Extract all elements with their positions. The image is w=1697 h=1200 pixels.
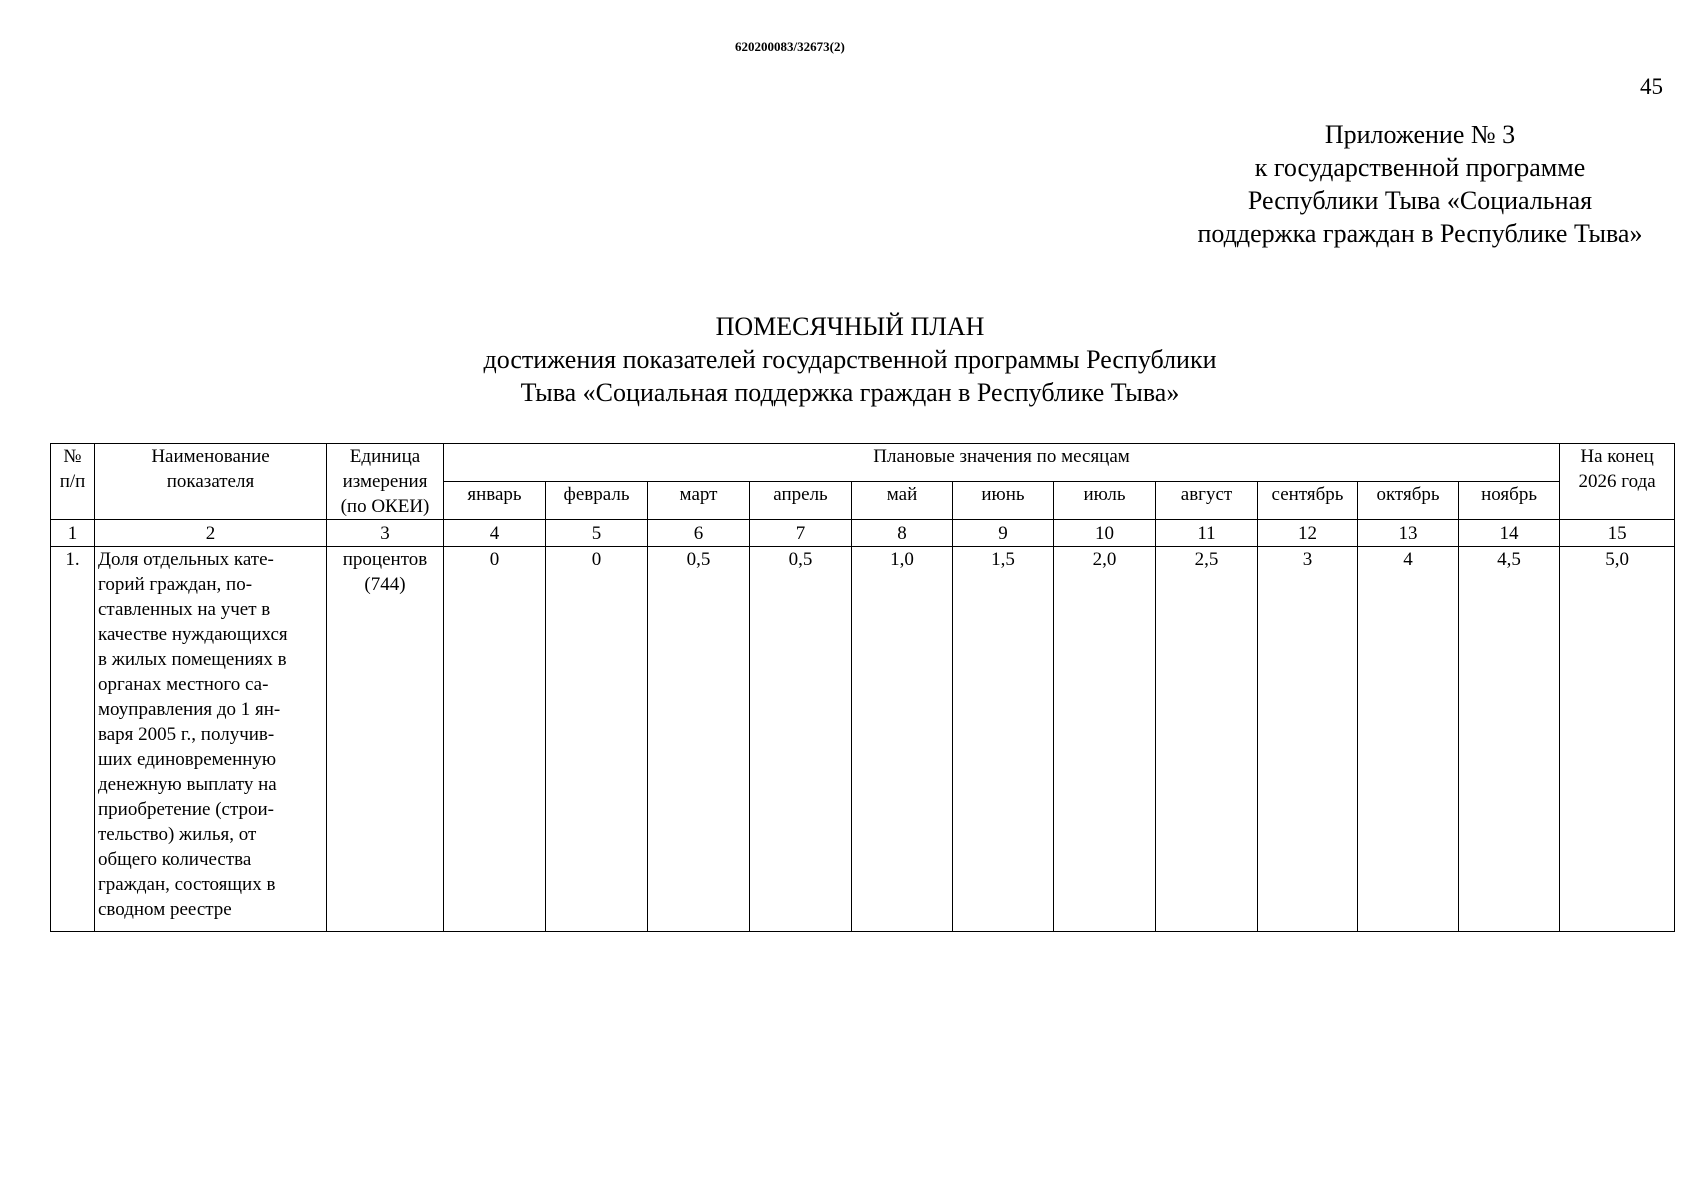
column-number: 2 — [95, 520, 327, 547]
column-number: 3 — [327, 520, 444, 547]
document-code: 620200083/32673(2) — [735, 39, 845, 54]
title-line: достижения показателей государственной программы Республики — [483, 345, 1217, 374]
header-month: июль — [1054, 482, 1156, 520]
column-number: 1 — [51, 520, 95, 547]
header-month: ноябрь — [1459, 482, 1560, 520]
column-number: 6 — [648, 520, 750, 547]
appendix-note — [1160, 118, 1680, 250]
month-value: 1,5 — [953, 547, 1054, 932]
header-name: Наименование показателя — [95, 444, 327, 520]
title-line: Тыва «Социальная поддержка граждан в Республике Тыва» — [520, 378, 1180, 407]
header-month: апрель — [750, 482, 852, 520]
header-month: май — [852, 482, 953, 520]
header-month: март — [648, 482, 750, 520]
column-number: 10 — [1054, 520, 1156, 547]
title-line: ПОМЕСЯЧНЫЙ ПЛАН — [715, 312, 985, 341]
month-value: 3 — [1258, 547, 1358, 932]
column-number: 8 — [852, 520, 953, 547]
column-number: 14 — [1459, 520, 1560, 547]
end-of-year-value: 5,0 — [1560, 547, 1675, 932]
header-num: № п/п — [51, 444, 95, 520]
header-month: август — [1156, 482, 1258, 520]
header-month: февраль — [546, 482, 648, 520]
page-number: 45 — [1640, 74, 1663, 99]
appendix-line: Республики Тыва «Социальная — [1247, 186, 1593, 215]
column-number: 9 — [953, 520, 1054, 547]
column-number: 4 — [444, 520, 546, 547]
unit-of-measure: процентов (744) — [327, 547, 444, 932]
header-month: сентябрь — [1258, 482, 1358, 520]
column-number: 7 — [750, 520, 852, 547]
month-value: 0,5 — [750, 547, 852, 932]
header-month: июнь — [953, 482, 1054, 520]
month-value: 4,5 — [1459, 547, 1560, 932]
appendix-line: поддержка граждан в Республике Тыва» — [1197, 219, 1643, 248]
header-month: октябрь — [1358, 482, 1459, 520]
document-title — [400, 310, 1300, 409]
column-number: 11 — [1156, 520, 1258, 547]
month-value: 2,0 — [1054, 547, 1156, 932]
month-value: 0 — [546, 547, 648, 932]
month-value: 0 — [444, 547, 546, 932]
appendix-line: к государственной программе — [1254, 153, 1586, 182]
row-number: 1. — [51, 547, 95, 932]
indicator-name: Доля отдельных кате- горий граждан, по- ставленных на учет в качестве нуждающихся в жилых помещениях в органах местного са- моуправления до 1 ян- варя 2005 г., получив- ших единовременную денежную выплату на приобретение (строи- тельство) жилья, от общего количества граждан, состоящих в сводном реестре — [95, 547, 327, 932]
table-row — [51, 547, 1675, 932]
appendix-line: Приложение № 3 — [1324, 120, 1516, 149]
header-end-of-2026: На конец 2026 года — [1560, 444, 1675, 520]
header-planned-values: Плановые значения по месяцам — [444, 444, 1560, 482]
table-header-row — [51, 444, 1675, 482]
column-number: 5 — [546, 520, 648, 547]
column-number: 12 — [1258, 520, 1358, 547]
month-value: 4 — [1358, 547, 1459, 932]
header-unit: Единица измерения (по ОКЕИ) — [327, 444, 444, 520]
month-value: 1,0 — [852, 547, 953, 932]
header-month: январь — [444, 482, 546, 520]
column-number-row — [51, 520, 1675, 547]
column-number: 15 — [1560, 520, 1675, 547]
month-value: 2,5 — [1156, 547, 1258, 932]
monthly-plan-table — [50, 443, 1675, 932]
month-value: 0,5 — [648, 547, 750, 932]
column-number: 13 — [1358, 520, 1459, 547]
